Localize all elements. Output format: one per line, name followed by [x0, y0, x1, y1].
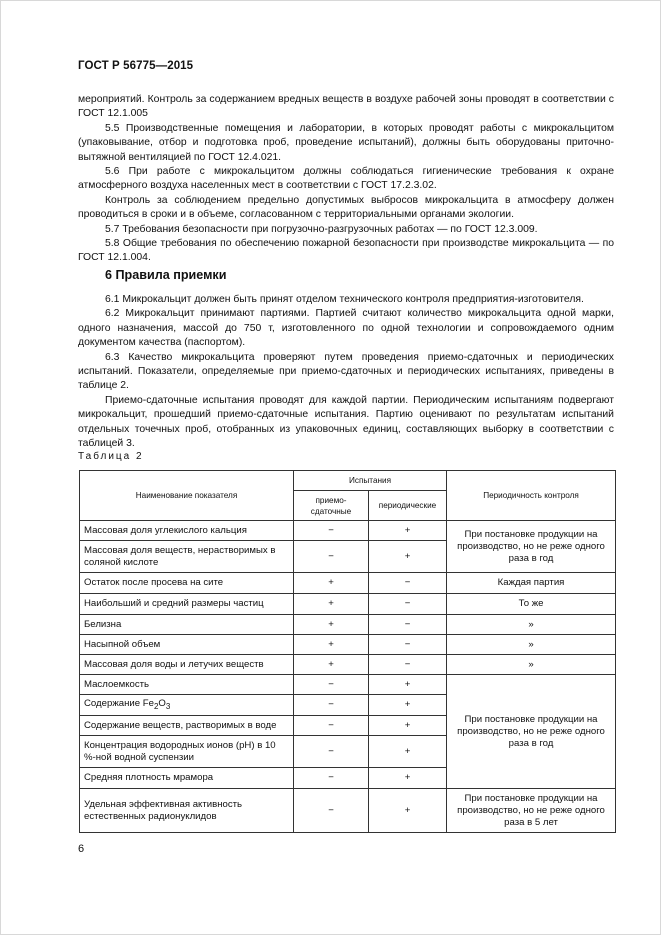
row-periodic-mark: +: [369, 521, 447, 541]
row-acceptance-mark: −: [294, 521, 369, 541]
table-caption: Таблица 2: [78, 451, 144, 462]
paragraph-5-6: 5.6 При работе с микрокальцитом должны соблюдаться гигиенические требования к охране атмосферного воздуха населенных мест в соответствии с ГОСТ 17.2.3.02.: [78, 166, 614, 192]
fe2o3-sub-3: 3: [165, 701, 171, 711]
table-row: [80, 573, 616, 594]
row-periodic-mark: +: [369, 675, 447, 695]
paragraph-emissions-control: Контроль за соблюдением предельно допустимых выбросов микрокальцита в атмосферу должен проводиться в сроки и в объеме, согласованном с территориальными органами экологии.: [78, 194, 614, 221]
row-periodic-mark: −: [369, 594, 447, 615]
row-acceptance-mark: +: [294, 615, 369, 635]
frequency-cell: »: [447, 635, 616, 655]
row-acceptance-mark: +: [294, 573, 369, 594]
table-row: [80, 789, 616, 833]
row-name-fe2o3: [80, 695, 294, 716]
frequency-cell: При постановке продукции на производство, но не реже одного раза в 5 лет: [447, 789, 616, 833]
row-periodic-mark: −: [369, 635, 447, 655]
frequency-cell: »: [447, 615, 616, 635]
row-name: Концентрация водородных ионов (pH) в 10 %-ной водной суспензии: [80, 736, 294, 768]
section5-text: [78, 93, 614, 266]
row-acceptance-mark: −: [294, 716, 369, 736]
table-row: [80, 521, 616, 541]
paragraph-6-3: 6.3 Качество микрокальцита проверяют путем проведения приемо-сдаточных и периодических испытаний. Показатели, определяемые при приемо-сдаточных и периодических испытаниях, приведены в таблице 2.: [78, 351, 614, 392]
table-row: [80, 594, 616, 615]
fe2o3-mid: O: [158, 697, 166, 709]
header-acceptance: приемо-сдаточные: [294, 491, 369, 521]
table-row: [80, 615, 616, 635]
row-name: Массовая доля воды и летучих веществ: [80, 655, 294, 675]
paragraph-5-8: 5.8 Общие требования по обеспечению пожарной безопасности при производстве микрокальцита — по ГОСТ 12.1.004.: [78, 238, 614, 264]
row-name: Содержание веществ, растворимых в воде: [80, 716, 294, 736]
table-row: [80, 675, 616, 695]
header-indicator-name: Наименование показателя: [80, 471, 294, 521]
row-periodic-mark: +: [369, 736, 447, 768]
row-periodic-mark: +: [369, 768, 447, 789]
row-acceptance-mark: −: [294, 789, 369, 833]
row-acceptance-mark: +: [294, 635, 369, 655]
row-acceptance-mark: −: [294, 736, 369, 768]
paragraph-acceptance-tests: Приемо-сдаточные испытания проводят для каждой партии. Периодическим испытаниям подвергают микрокальцит, прошедший приемо-сдаточные испытания. Партию оценивают по результатам испытаний отдельных точечных проб, отобранных из упаковочных единиц, составляющих выборку в соответствии с таблицей 3.: [78, 394, 614, 450]
row-acceptance-mark: +: [294, 594, 369, 615]
row-name: Насыпной объем: [80, 635, 294, 655]
row-acceptance-mark: −: [294, 768, 369, 789]
section-6-heading: 6 Правила приемки: [105, 268, 227, 282]
row-periodic-mark: +: [369, 789, 447, 833]
section6-text: [78, 293, 614, 451]
row-acceptance-mark: +: [294, 655, 369, 675]
frequency-cell: »: [447, 655, 616, 675]
row-name: Остаток после просева на сите: [80, 573, 294, 594]
header-periodic: периодические: [369, 491, 447, 521]
row-acceptance-mark: −: [294, 675, 369, 695]
paragraph-5-7: 5.7 Требования безопасности при погрузочно-разгрузочных работах — по ГОСТ 12.3.009.: [105, 223, 538, 235]
row-name: Удельная эффективная активность естественных радионуклидов: [80, 789, 294, 833]
row-name: Белизна: [80, 615, 294, 635]
fe2o3-sub-2: 2: [153, 701, 159, 711]
paragraph-6-1: 6.1 Микрокальцит должен быть принят отделом технического контроля предприятия-изготовителя.: [105, 294, 584, 305]
row-acceptance-mark: −: [294, 695, 369, 716]
header-tests: Испытания: [294, 471, 447, 491]
row-periodic-mark: +: [369, 716, 447, 736]
paragraph: мероприятий. Контроль за содержанием вредных веществ в воздухе рабочей зоны проводят в соответствии с ГОСТ 12.1.005: [78, 94, 614, 120]
frequency-cell: При постановке продукции на производство, но не реже одного раза в год: [447, 521, 616, 573]
row-name: Массовая доля веществ, нерастворимых в соляной кислоте: [80, 541, 294, 573]
standard-header: ГОСТ Р 56775—2015: [78, 60, 194, 72]
row-periodic-mark: −: [369, 573, 447, 594]
table-row: [80, 635, 616, 655]
row-name: Средняя плотность мрамора: [80, 768, 294, 789]
page-number: 6: [78, 843, 85, 855]
table-row: [80, 655, 616, 675]
row-periodic-mark: +: [369, 695, 447, 716]
row-periodic-mark: −: [369, 615, 447, 635]
frequency-cell: При постановке продукции на производство, но не реже одного раза в год: [447, 675, 616, 789]
frequency-cell: Каждая партия: [447, 573, 616, 594]
row-name: Массовая доля углекислого кальция: [80, 521, 294, 541]
fe2o3-prefix: Содержание Fe: [84, 697, 154, 709]
frequency-cell: То же: [447, 594, 616, 615]
row-name: Маслоемкость: [80, 675, 294, 695]
paragraph-6-2: 6.2 Микрокальцит принимают партиями. Партией считают количество микрокальцита одной марки, одного назначения, массой до 750 т, изготовленного по одной технологии и сопровождаемого одним документом качества (паспортом).: [78, 308, 614, 349]
row-periodic-mark: +: [369, 541, 447, 573]
paragraph-5-5: 5.5 Производственные помещения и лаборатории, в которых проводят работы с микрокальцитом (упаковывание, отбор и подготовка проб, проведение испытаний), должны быть оборудованы приточно-вытяжной вентиляцией по ГОСТ 12.4.021.: [78, 122, 614, 163]
row-periodic-mark: −: [369, 655, 447, 675]
header-frequency: Периодичность контроля: [447, 471, 616, 521]
table-2: [79, 470, 616, 833]
row-acceptance-mark: −: [294, 541, 369, 573]
row-name: Наибольший и средний размеры частиц: [80, 594, 294, 615]
